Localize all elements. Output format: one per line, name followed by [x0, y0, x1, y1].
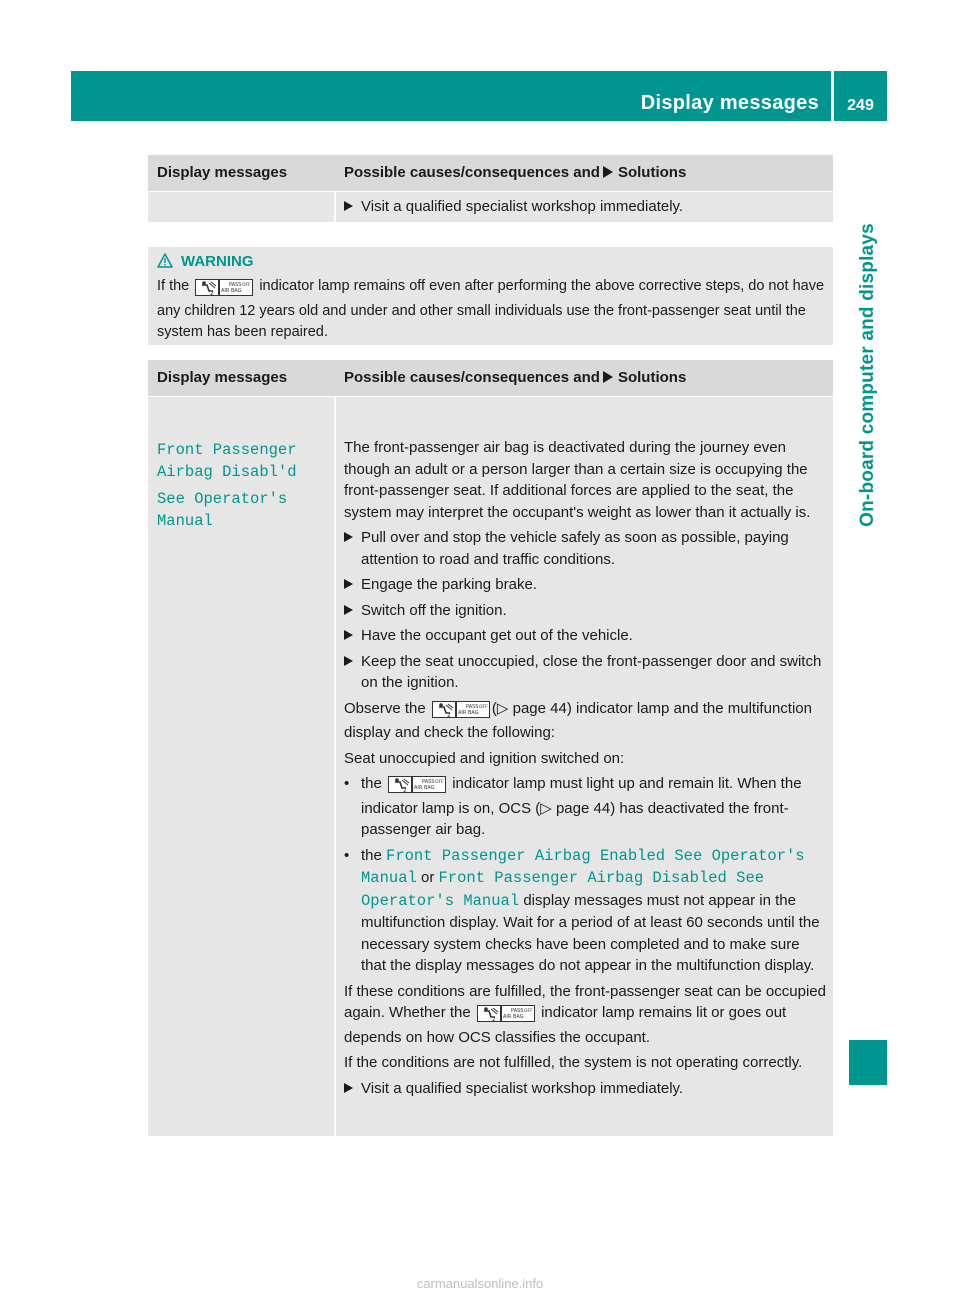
warning-box	[148, 247, 833, 345]
passenger-airbag-icon	[195, 279, 219, 296]
table-1	[148, 155, 833, 222]
table-1-header	[148, 155, 833, 191]
header-bar	[71, 71, 831, 121]
chapter-marker	[849, 1040, 887, 1085]
pass-airbag-off-icon	[456, 701, 490, 718]
warning-text: If the 2 PASS AIR BAG OFF indicator lamp remains off even after performing the above corrective steps, do not have any children 12 years old and under and other small individuals use the front-passenger seat until the system has been repaired.	[157, 278, 825, 340]
col-header-causes: Possible causes/consequences and Solutions	[344, 164, 687, 181]
step-arrow-icon	[344, 605, 353, 615]
airbag-indicator-icons	[432, 701, 490, 723]
display-message-cell	[148, 397, 334, 1136]
svg-text:OFF: OFF	[523, 1009, 533, 1014]
svg-text:2: 2	[491, 1016, 496, 1022]
display-message: Front Passenger	[157, 441, 297, 459]
page-number: 249	[847, 97, 874, 114]
step-item: Switch off the ignition.	[344, 600, 827, 622]
step-arrow-icon	[344, 1083, 353, 1093]
step-item: Engage the parking brake.	[344, 574, 827, 596]
step-arrow-icon	[344, 201, 353, 211]
pass-airbag-off-icon	[219, 279, 253, 296]
svg-text:AIR BAG: AIR BAG	[221, 288, 242, 294]
svg-text:AIR BAG: AIR BAG	[502, 1014, 524, 1020]
table-row	[148, 396, 833, 1136]
bullet-icon: •	[344, 846, 350, 864]
pass-airbag-off-icon	[501, 1005, 535, 1022]
display-message: See Operator's	[157, 490, 288, 508]
step-item: Keep the seat unoccupied, close the front-passenger door and switch on the ignition.	[344, 651, 827, 694]
table-2	[148, 360, 833, 1136]
page-number-box	[834, 71, 887, 121]
page-reference-link[interactable]: page 44	[512, 699, 567, 717]
observe-text: Observe the 2 PASS AIR BAG OFF (▷ page 44) indicator lamp and the multifunction display and check the following:	[344, 699, 812, 741]
solutions-arrow-icon	[603, 371, 613, 383]
chapter-label: On-board computer and displays	[857, 223, 878, 527]
intro-text: The front-passenger air bag is deactivated during the journey even though an adult or a person larger than a certain size is occupying the front-passenger seat. If additional forces are applied to the seat, the system may interpret the occupant's weight as lower than it actually is.	[344, 439, 811, 521]
svg-text:AIR BAG: AIR BAG	[414, 785, 435, 791]
svg-text:OFF: OFF	[478, 704, 488, 710]
col-header-display-messages: Display messages	[157, 164, 288, 181]
col-header-causes: Possible causes/consequences and Solutions	[344, 369, 687, 386]
airbag-indicator-icons	[477, 1005, 535, 1027]
svg-text:PASS: PASS	[465, 703, 479, 710]
page-reference-arrow-icon: ▷	[540, 799, 552, 817]
step-item: Pull over and stop the vehicle safely as soon as possible, paying attention to road and traffic conditions.	[344, 527, 827, 570]
display-message: Airbag Disabl'd	[157, 463, 297, 481]
svg-text:2: 2	[403, 787, 407, 793]
step-item: Have the occupant get out of the vehicle.	[344, 625, 827, 647]
pass-airbag-off-icon	[412, 776, 446, 793]
col-header-display-messages: Display messages	[157, 369, 288, 386]
passenger-airbag-icon	[477, 1005, 501, 1022]
step-arrow-icon	[344, 532, 353, 542]
bullet-icon: •	[344, 775, 350, 792]
svg-text:OFF: OFF	[435, 780, 444, 785]
page-reference-link[interactable]: page 44	[555, 799, 611, 817]
table-2-header	[148, 360, 833, 396]
step-arrow-icon	[344, 630, 353, 640]
svg-text:PASS: PASS	[422, 779, 435, 785]
svg-text:2: 2	[210, 290, 215, 296]
passenger-airbag-icon	[432, 701, 456, 718]
page-title: Display messages	[640, 92, 819, 114]
passenger-airbag-icon	[388, 776, 412, 793]
svg-text:AIR BAG: AIR BAG	[457, 709, 479, 716]
display-message-inline: Front Passenger Airbag Enabled See Operator's Manual	[361, 846, 805, 887]
page-reference-arrow-icon: ▷	[496, 699, 509, 717]
solutions-arrow-icon	[603, 166, 613, 178]
table-row	[148, 191, 833, 222]
condition-text: Seat unoccupied and ignition switched on:	[344, 749, 625, 767]
warning-triangle-icon	[157, 253, 173, 268]
step-arrow-icon	[344, 656, 353, 666]
svg-text:2: 2	[446, 711, 451, 718]
chapter-side-tab	[849, 140, 887, 1285]
svg-text:PASS: PASS	[510, 1008, 524, 1014]
display-message: Manual	[157, 512, 213, 530]
svg-text:PASS: PASS	[229, 282, 242, 288]
not-fulfilled-text: If the conditions are not fulfilled, the system is not operating correctly.	[344, 1054, 803, 1071]
svg-text:OFF: OFF	[242, 283, 251, 288]
solution-cell	[334, 397, 833, 1136]
bullet-item: • the Front Passenger Airbag Enabled See Operator's Manual or Front Passenger Airbag Disabled See Operator's Manual display messages must not appear in the multifunction display. Wait for a period of at least 60 seconds until the necessary system checks have been completed and to make sure that the display messages do not appear in the multifunction display.	[344, 846, 820, 974]
warning-title: WARNING	[157, 253, 254, 270]
step-item: Visit a qualified specialist workshop immediately.	[344, 1078, 827, 1100]
airbag-indicator-icons	[195, 279, 253, 301]
step-arrow-icon	[344, 579, 353, 589]
airbag-indicator-icons	[388, 776, 446, 798]
fulfilled-text: If these conditions are fulfilled, the front-passenger seat can be occupied again. Whether the 2 PASS AIR BAG OFF indicator lamp remains lit or goes out depends on how OCS classifies the occupant.	[344, 982, 826, 1046]
step-item: Visit a qualified specialist workshop immediately.	[344, 196, 827, 218]
display-message-inline: Front Passenger Airbag Disabled See Operator's Manual	[361, 869, 765, 910]
bullet-item: • the 2 PASS AIR BAG OFF indicator lamp must light up and remain lit. When the indicator lamp is on, OCS (▷ page 44) has deactivated the front-passenger air bag.	[344, 775, 802, 838]
watermark: carmanualsonline.info	[416, 1276, 544, 1291]
